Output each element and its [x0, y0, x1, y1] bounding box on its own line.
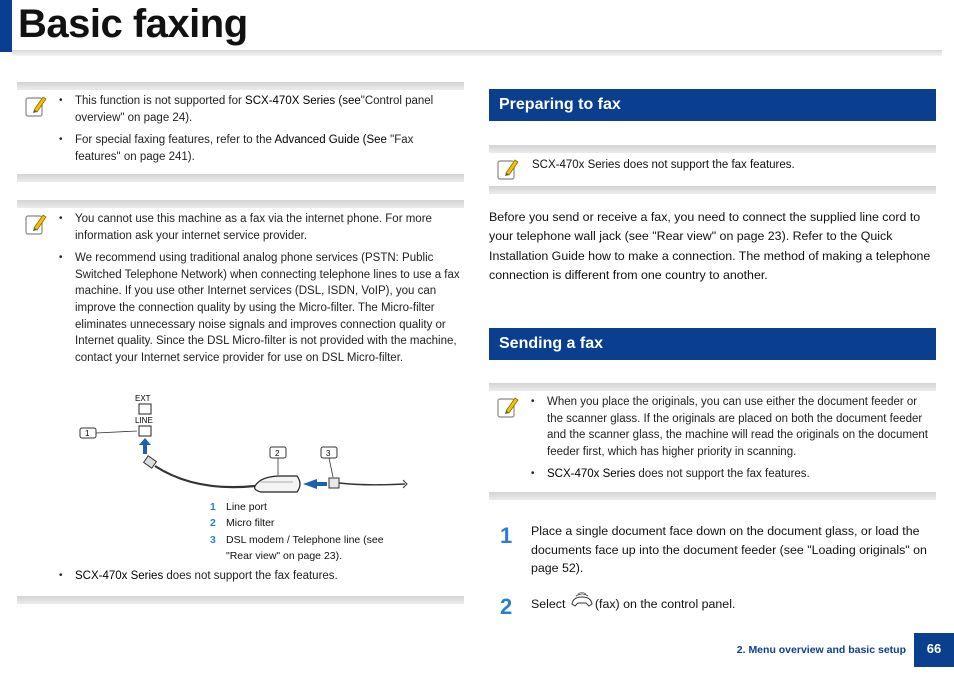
step-2-post: (fax) on the control panel. — [594, 597, 736, 611]
phone-cord — [155, 466, 255, 487]
note-bottom-band — [489, 186, 936, 194]
section-heading-sending: Sending a fax — [489, 328, 936, 360]
line-label: LINE — [135, 416, 153, 425]
dsl-plug — [329, 478, 339, 488]
list-item: • For special faxing features, refer to the Advanced Guide (See "Fax features" on page 241). — [59, 132, 459, 165]
callout-3-line — [329, 458, 333, 477]
note-top-band — [17, 200, 464, 208]
callout-1-line — [96, 431, 137, 433]
preparing-paragraph: Before you send or receive a fax, you need to connect the supplied line cord to your telephone wall jack (see "Rear view" on page 23). Refer to the Quick Installation Guide how to make a connection. The method of making a telephone connection is different from one country to another. — [489, 210, 931, 283]
line-plug — [144, 456, 157, 468]
line-port — [139, 426, 151, 436]
callout-3: 3 — [326, 449, 331, 458]
note2-list — [59, 211, 463, 372]
note-bottom-band — [489, 492, 936, 500]
header-accent-bar — [0, 0, 12, 52]
micro-filter-diagram — [75, 392, 415, 502]
list-item: • You cannot use this machine as a fax via the internet phone. For more information ask your internet service provider. — [59, 211, 463, 244]
page-number: 66 — [914, 633, 954, 667]
note-pencil-icon — [25, 212, 47, 236]
step-text: Place a single document face down on the document glass, or load the documents face up into the document feeder (see "Loading originals" on page 52). — [531, 524, 927, 576]
step-number: 1 — [500, 523, 513, 548]
section-heading-preparing: Preparing to fax — [489, 89, 936, 121]
note1-list — [59, 93, 459, 171]
note-pencil-icon — [497, 157, 519, 181]
legend-row: 1 Line port — [210, 501, 267, 513]
ext-label: EXT — [135, 394, 151, 403]
note-box-preparing — [489, 145, 936, 194]
ext-port — [139, 404, 151, 414]
legend-row: 3 DSL modem / Telephone line (see "Rear view" on page 23). — [210, 533, 384, 563]
note-box-sending — [489, 383, 936, 500]
step-2-pre: Select — [531, 597, 569, 611]
note-box-1 — [17, 82, 464, 182]
list-item: • SCX-470x Series does not support the fax features. — [531, 466, 935, 483]
page-title: Basic faxing — [18, 2, 248, 46]
note-bottom-band — [17, 596, 464, 604]
note-top-band — [489, 145, 936, 153]
diagram-legend — [210, 499, 410, 565]
fax-handset-icon — [569, 592, 595, 612]
left-arrow-icon — [303, 479, 327, 489]
list-item: • This function is not supported for SCX-470X Series (see"Control panel overview" on page 24). — [59, 93, 459, 126]
sending-note-list — [531, 394, 935, 489]
dsl-cord — [339, 483, 405, 485]
note-box-2 — [17, 200, 464, 604]
title-divider — [12, 50, 942, 56]
note-pencil-icon — [497, 395, 519, 419]
legend-row: 2 Micro filter — [210, 517, 275, 530]
note2-last-list — [59, 568, 459, 591]
step-text — [531, 592, 937, 614]
micro-filter-device — [255, 476, 300, 492]
callout-2: 2 — [275, 449, 280, 458]
note-pencil-icon — [25, 94, 47, 118]
note-top-band — [489, 383, 936, 391]
note-top-band — [17, 82, 464, 90]
step-number: 2 — [500, 594, 513, 619]
list-item: • SCX-470x Series does not support the fax features. — [59, 568, 459, 585]
up-arrow-icon — [139, 438, 151, 454]
list-item: • We recommend using traditional analog phone services (PSTN: Public Switched Telephone Network) when connecting telephone lines to use a fax machine. If you use other Internet services (DSL, ISDN, VoIP), you can improve the connection quality by using the Micro-filter. The Micro-filter eliminates unnecessary noise signals and improves connection quality or Internet quality. Since the DSL Micro-filter is not provided with the machine, contact your Internet service provider for use on DSL Micro-filter. — [59, 250, 463, 366]
list-item: • When you place the originals, you can use either the document feeder or the scanner glass. If the originals are placed on both the document feeder and the scanner glass, the machine will read the originals on the document feeder first, which has higher priority in scanning. — [531, 394, 935, 460]
preparing-note-text: SCX-470x Series does not support the fax features. — [532, 159, 795, 171]
callout-1: 1 — [85, 429, 90, 438]
note-bottom-band — [17, 174, 464, 182]
footer-chapter: 2. Menu overview and basic setup — [736, 644, 906, 656]
